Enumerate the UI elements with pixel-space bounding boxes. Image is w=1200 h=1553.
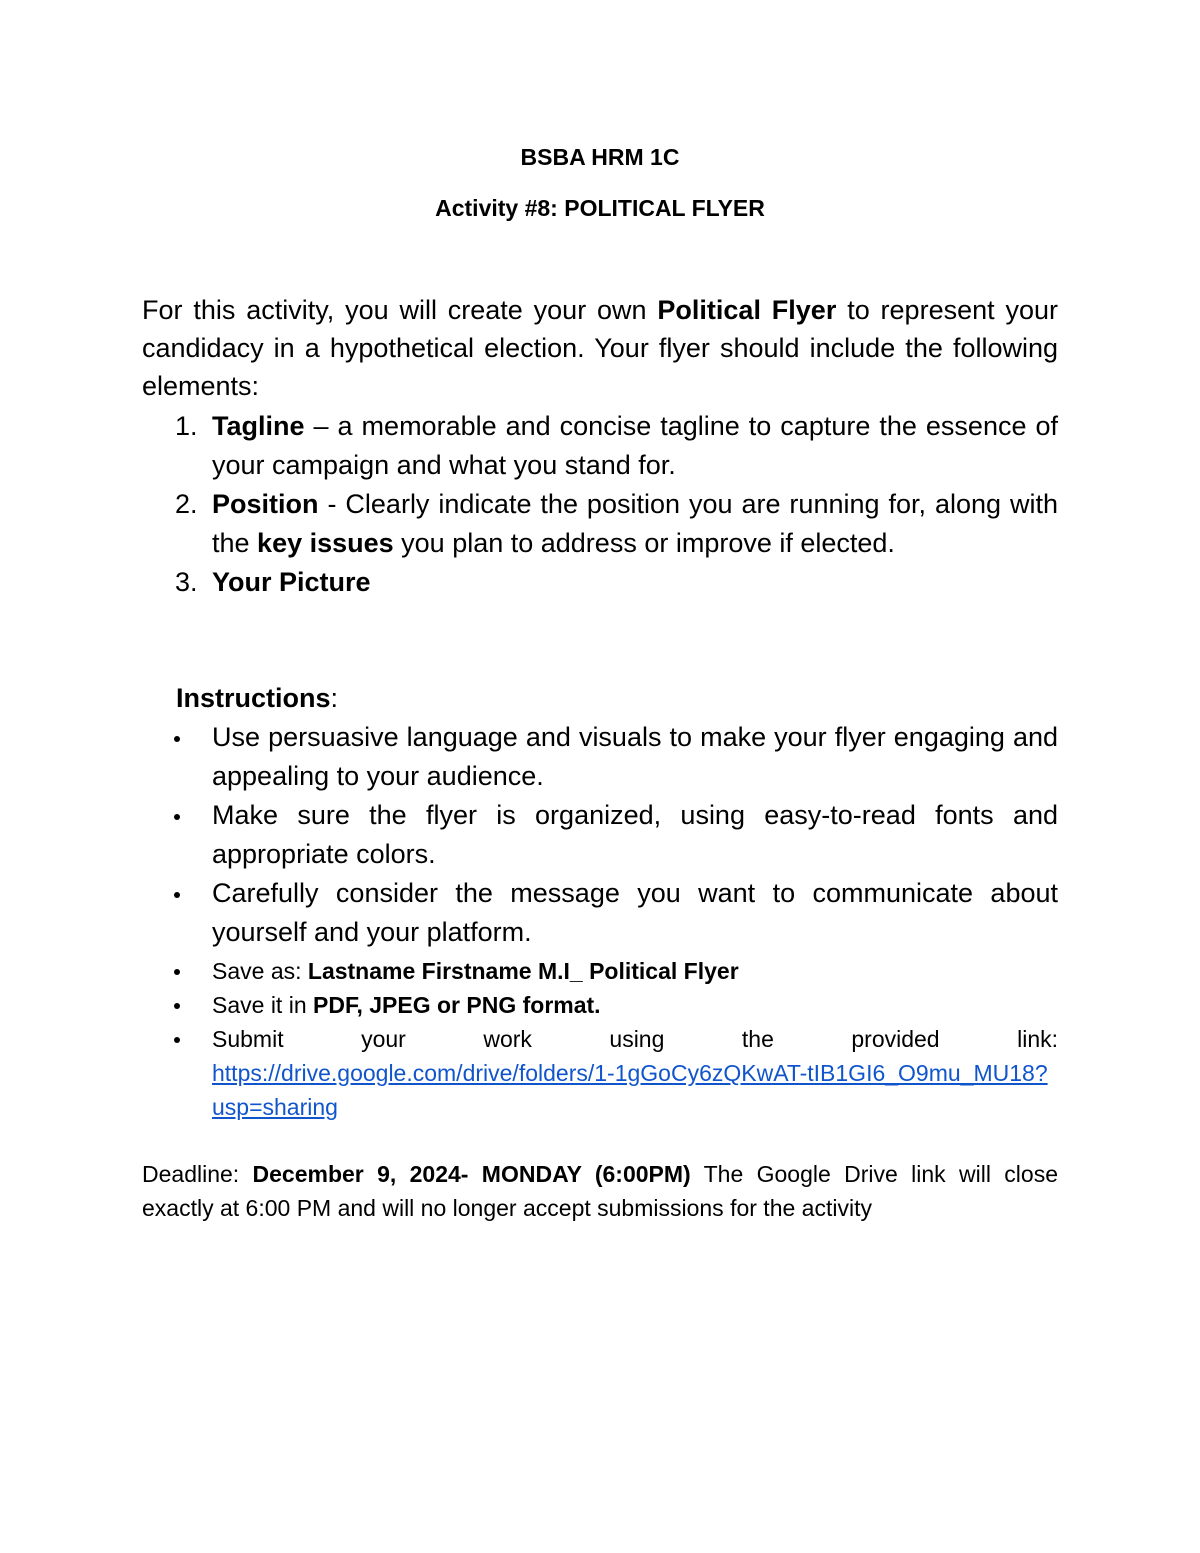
list-item-submit (142, 1022, 1058, 1124)
list-item-tagline (142, 407, 1058, 485)
bullet-icon (174, 736, 180, 742)
submit-text: Submit your work using the provided link: (212, 1026, 1058, 1052)
instruction-text: Make sure the flyer is organized, using easy-to-read fonts and appropriate colors. (212, 800, 1058, 869)
position-description-2: you plan to address or improve if elected. (393, 528, 895, 558)
picture-label: Your Picture (212, 567, 371, 597)
instructions-heading-text: Instructions (176, 683, 331, 713)
elements-list (142, 407, 1058, 602)
intro-text-1: For this activity, you will create your own (142, 295, 658, 325)
tagline-label: Tagline (212, 411, 305, 441)
save-as-label: Save as: (212, 958, 308, 984)
activity-title: Activity #8: POLITICAL FLYER (435, 195, 765, 221)
instruction-text: Carefully consider the message you want to communicate about yourself and your platform. (212, 878, 1058, 947)
instructions-heading-colon: : (330, 683, 339, 713)
position-description-1: - Clearly indicate the position you are running for, along with the (212, 489, 1058, 558)
list-item (142, 796, 1058, 874)
bullet-icon (174, 892, 180, 898)
list-item-position (142, 485, 1058, 563)
save-format-value: PDF, JPEG or PNG format. (313, 992, 601, 1018)
deadline-paragraph (142, 1157, 1058, 1225)
position-label: Position (212, 489, 319, 519)
list-item-picture (142, 563, 1058, 602)
bullet-icon (174, 814, 180, 820)
list-item-save-format (142, 988, 1058, 1022)
bullet-icon (174, 1037, 180, 1043)
save-format-label: Save it in (212, 992, 313, 1018)
list-number: 3. (175, 567, 198, 597)
list-item-save-as (142, 954, 1058, 988)
deadline-date: December 9, 2024- MONDAY (6:00PM) (252, 1161, 691, 1187)
intro-bold-political-flyer: Political Flyer (657, 295, 837, 325)
instructions-heading (176, 679, 338, 717)
deadline-text: The Google Drive link will close exactly at 6:00 PM and will no longer accept submissions for the activity (142, 1161, 1058, 1221)
instructions-list-submission (142, 954, 1058, 1124)
save-as-value: Lastname Firstname M.I_ Political Flyer (307, 958, 739, 984)
intro-paragraph (142, 291, 1058, 405)
list-number: 1. (175, 411, 198, 441)
bullet-icon (174, 969, 180, 975)
list-item (142, 718, 1058, 796)
submission-link[interactable]: https://drive.google.com/drive/folders/1-1gGoCy6zQKwAT-tIB1GI6_O9mu_MU18?usp=sharing (212, 1060, 1048, 1120)
key-issues-label: key issues (257, 528, 394, 558)
intro-text-2: to represent your candidacy in a hypothetical election. Your flyer should include the following elements: (142, 295, 1058, 401)
bullet-icon (174, 1003, 180, 1009)
list-item (142, 874, 1058, 952)
list-number: 2. (175, 489, 198, 519)
class-name-heading: BSBA HRM 1C (520, 144, 680, 170)
deadline-label: Deadline: (142, 1161, 253, 1187)
instructions-list-main (142, 718, 1058, 952)
instruction-text: Use persuasive language and visuals to make your flyer engaging and appealing to your audience. (212, 722, 1058, 791)
tagline-description: – a memorable and concise tagline to capture the essence of your campaign and what you stand for. (212, 411, 1058, 480)
